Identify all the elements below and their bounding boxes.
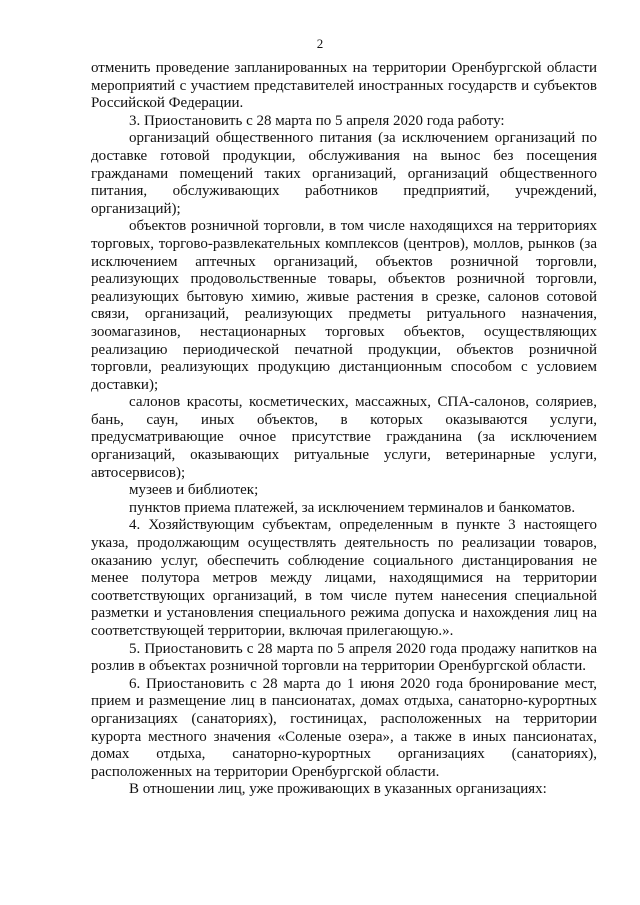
- paragraph-item-5: 5. Приостановить с 28 марта по 5 апреля 2020 года продажу напитков на розлив в объектах розничной торговли на территории Оренбургской области.: [91, 640, 597, 675]
- paragraph-beauty-salons: салонов красоты, косметических, массажных, СПА-салонов, соляриев, бань, саун, иных объектов, в которых оказываются услуги, предусматривающие очное присутствие гражданина (за исключением организаций, оказывающих ритуальные услуги, ветеринарные услуги, автосервисов);: [91, 394, 597, 481]
- paragraph-museums: музеев и библиотек;: [129, 482, 259, 499]
- paragraph-residents: В отношении лиц, уже проживающих в указанных организациях:: [129, 781, 547, 798]
- paragraph-cancel-events: отменить проведение запланированных на территории Оренбургской области мероприятий с участием представителей иностранных государств и субъектов Российской Федерации.: [91, 60, 597, 112]
- paragraph-item-6: 6. Приостановить с 28 марта до 1 июня 2020 года бронирование мест, прием и размещение лиц в пансионатах, домах отдыха, санаторно-курортных организациях (санаториях), гостиницах, расположенных на территории курорта местного значения «Соленые озера», а также в иных пансионатах, домах отдыха, санаторно-курортных организациях (санаториях), расположенных на территории Оренбургской области.: [91, 675, 597, 780]
- paragraph-item-3: 3. Приостановить с 28 марта по 5 апреля 2020 года работу:: [129, 112, 505, 129]
- paragraph-payment-points: пунктов приема платежей, за исключением терминалов и банкоматов.: [129, 499, 576, 516]
- paragraph-retail: объектов розничной торговли, в том числе находящихся на территориях торговых, торгово-развлекательных комплексов (центров), моллов, рынков (за исключением аптечных организаций, объектов розничной торговли, реализующих продовольственные товары, объектов розничной торговли, реализующих бытовую химию, живые растения в срезке, салонов сотовой связи, организаций, реализующих предметы ритуального назначения, зоомагазинов, нестационарных торговых объектов, осуществляющих реализацию периодической печатной продукции, объектов розничной торговли, реализующих продукцию дистанционным способом с условием доставки);: [91, 218, 597, 393]
- document-body: [91, 60, 597, 799]
- page-number: 2: [316, 36, 324, 51]
- paragraph-catering: организаций общественного питания (за исключением организаций по доставке готовой продукции, обслуживания на вынос без посещения гражданами помещений таких организаций, организаций общественного питания, обслуживающих работников предприятий, учреждений, организаций);: [91, 130, 597, 217]
- paragraph-item-4: 4. Хозяйствующим субъектам, определенным в пункте 3 настоящего указа, продолжающим осуществлять деятельность по реализации товаров, оказанию услуг, обеспечить соблюдение социального дистанцирования не менее полутора метров между лицами, находящимися на территории соответствующих организаций, в том числе путем нанесения специальной разметки и установления специального режима допуска и нахождения лиц на соответствующей территории, включая прилегающую.».: [91, 517, 597, 639]
